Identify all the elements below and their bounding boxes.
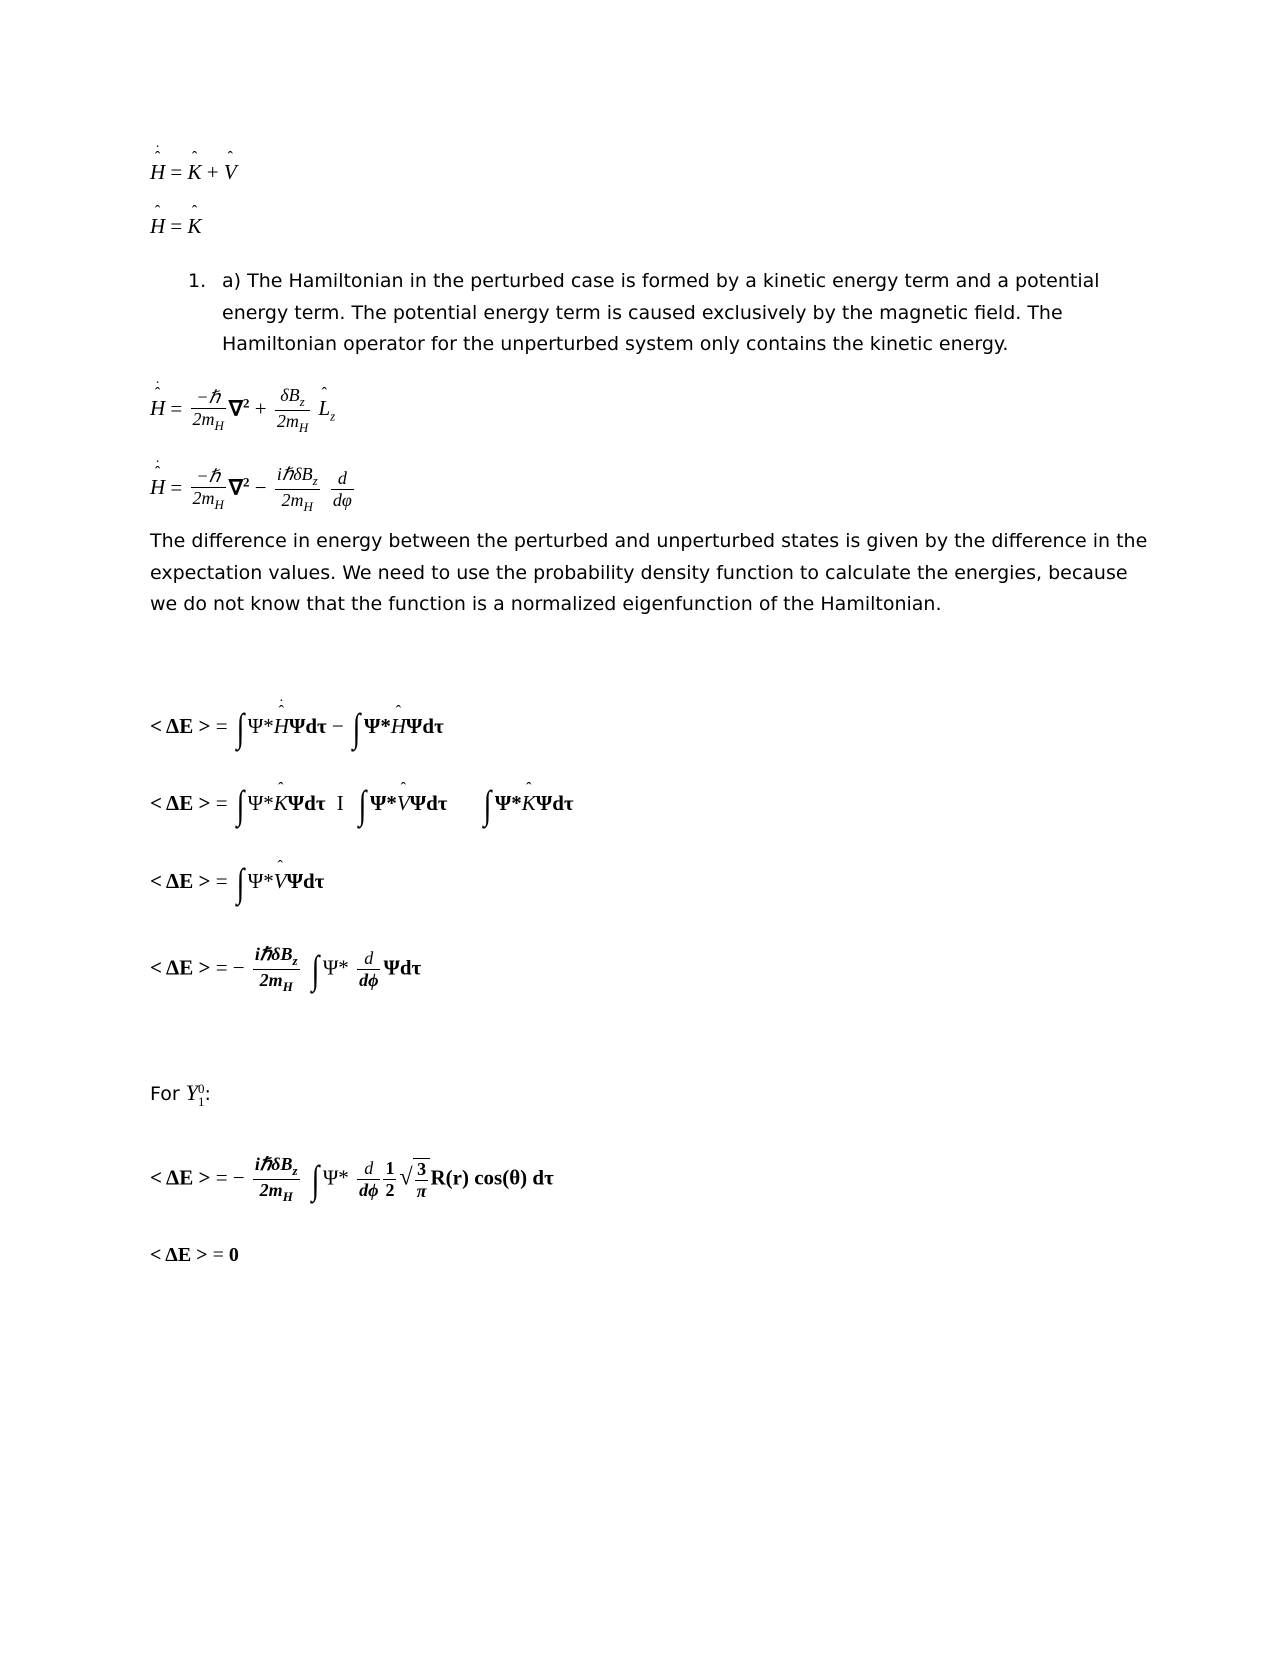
integral-sign: ∫ <box>236 705 245 750</box>
integral-sign: ∫ <box>358 782 367 827</box>
for-spherical-harmonic-label: For Y 0 1 : <box>150 1080 211 1109</box>
explanation-paragraph: The difference in energy between the perturbed and unperturbed states is given by the difference in the expectation values. We need to use the probability density function to calculate the energies, because we do not know that the function is a normalized eigenfunction of the Hamiltonian. <box>150 530 1148 615</box>
integral-sign: ∫ <box>236 782 245 827</box>
equation-unperturbed-hamiltonian: ˆ H = ˆ K <box>150 214 202 239</box>
equation-hamiltonian-lz: ˆ H · = $\frac{\text{−ℏ}}{2m_H}$ ∇$^2$ + $\frac{\delta B_z}{2m_H}$ ˆ $L_z$ <box>150 385 335 436</box>
integral-sign: ∫ <box>236 860 245 905</box>
equation-delta-e-difference: < ΔE > = ∫ Ψ*ˆ H ·Ψdτ − ∫ Ψ*ˆ HΨdτ <box>150 708 444 748</box>
square-root-sign: √ <box>399 1164 413 1191</box>
equation-delta-e-expanded: < ΔE > = ∫ Ψ*ˆ KΨdτ I ∫ Ψ*ˆ VΨdτ ∫ Ψ*ˆ KΨdτ <box>150 785 574 825</box>
equation-delta-e-y10: < ΔE > = − $\frac{i\hbar\delta B_z}{2m_H}$ ∫ Ψ* $\frac{d}{d\phi}$ $\frac{1}{2}$ √ $\frac{3}{\pi}$ R(r) cos(θ) dτ <box>150 1154 554 1204</box>
integral-sign: ∫ <box>483 782 492 827</box>
h-prime-symbol: ˆ H · <box>150 160 165 185</box>
equation-delta-e-derivative: < ΔE > = − $\frac{i\hbar\delta B_z}{2m_H}$ ∫ Ψ* $\frac{d}{d\phi}$ Ψdτ <box>150 944 422 994</box>
integral-sign: ∫ <box>311 1156 320 1202</box>
equation-delta-e-potential: < ΔE > = ∫ Ψ*ˆ VΨdτ <box>150 863 324 903</box>
integral-sign: ∫ <box>311 946 320 992</box>
list-item: 1. a) The Hamiltonian in the perturbed case is formed by a kinetic energy term and a potential energy term. The potential energy term is caused exclusively by the magnetic field. The Hamiltonian operator for the unperturbed system only contains the kinetic energy. <box>188 266 1100 361</box>
equation-hamiltonian-derivative: ˆ H · = $\frac{\text{−ℏ}}{2m_H}$ ∇$^2$ − $\frac{i\hbar\delta B_z}{2m_H}$ $\frac{d}{d\varphi}$ <box>150 464 357 515</box>
equation-perturbed-hamiltonian: ˆ H · = ˆ K + ˆ V <box>150 160 237 185</box>
integral-sign: ∫ <box>352 705 361 750</box>
list-number: 1. <box>188 270 207 292</box>
equation-delta-e-result: < ΔE > = 0 <box>150 1244 239 1266</box>
